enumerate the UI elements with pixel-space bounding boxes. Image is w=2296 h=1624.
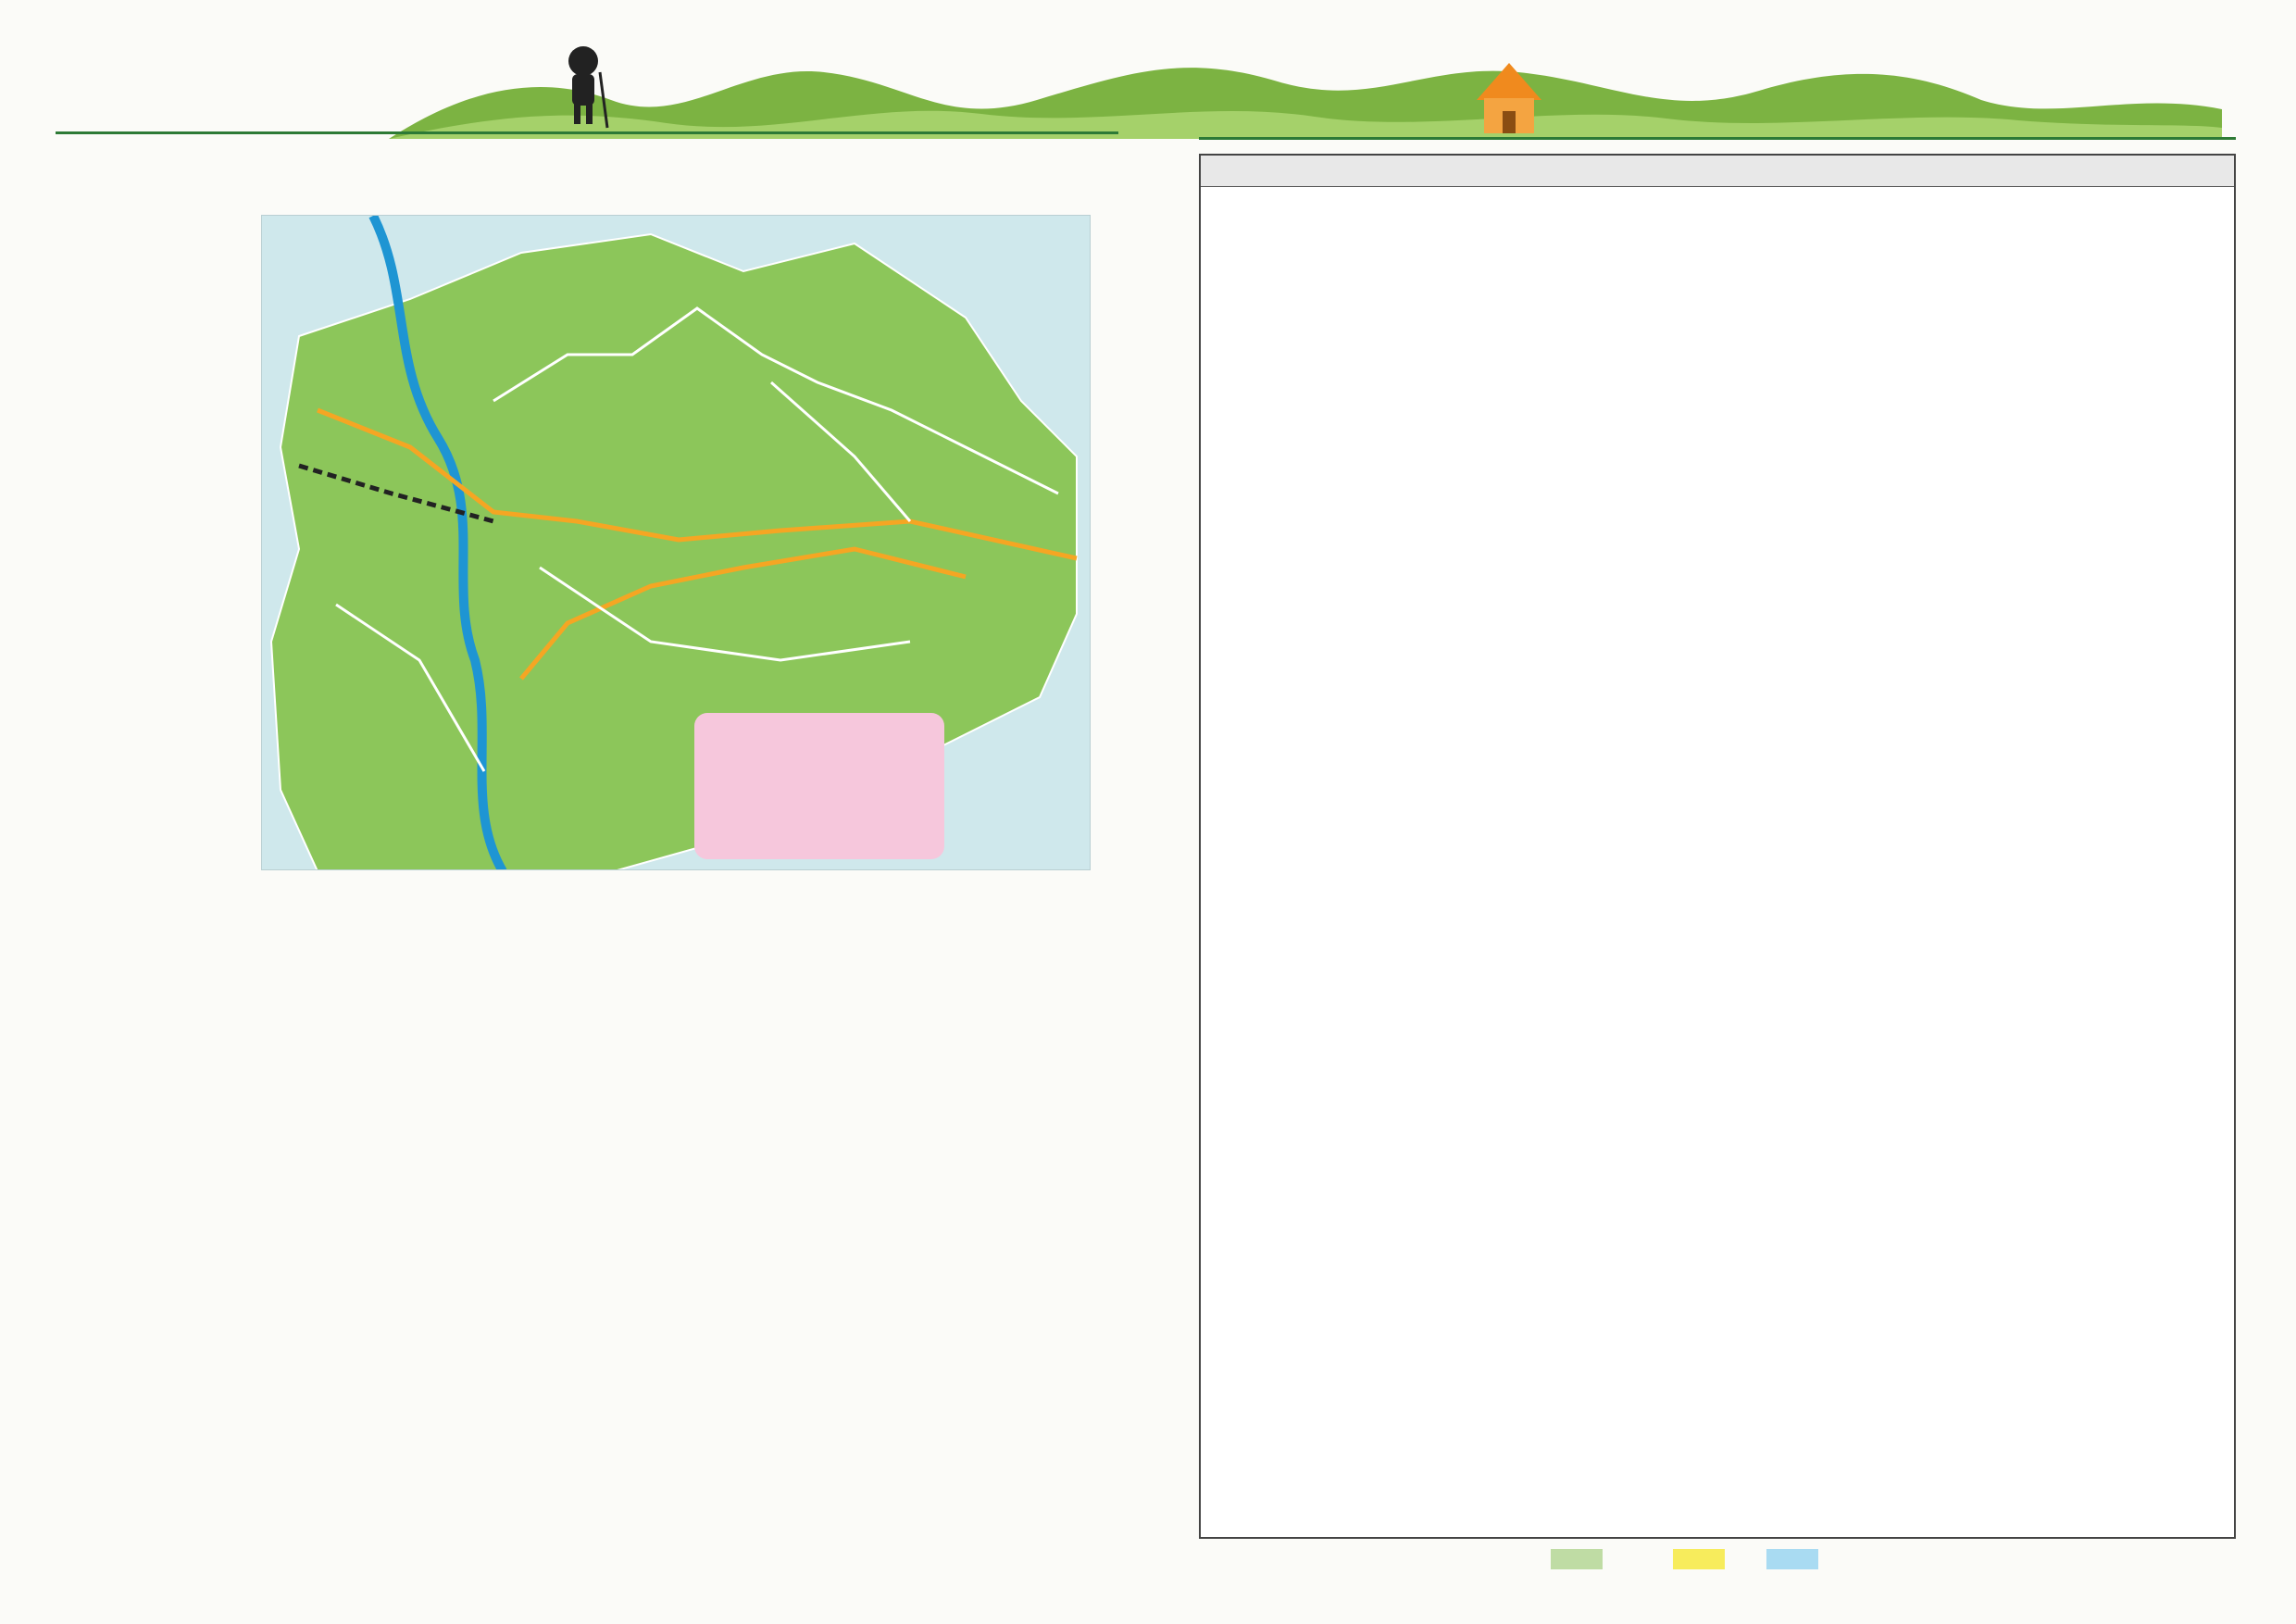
performance-schedule: [1199, 154, 2236, 1539]
legend-swatch-pro: [1766, 1549, 1818, 1569]
bus-routes: [1201, 156, 2238, 1541]
header-divider: [56, 131, 1118, 134]
header-divider-right: [1199, 137, 2236, 140]
schedule-grid-lines: [1201, 156, 2238, 1541]
schedule-header: [1201, 156, 2234, 187]
legend: [1551, 1549, 1824, 1569]
legend-swatch-amateur: [1673, 1549, 1725, 1569]
lottery-callout: [694, 713, 944, 859]
venue-map: [261, 215, 1091, 870]
legend-swatch-trad: [1551, 1549, 1603, 1569]
map-shapes: [262, 216, 1091, 870]
hills-illustration: [389, 35, 2222, 139]
